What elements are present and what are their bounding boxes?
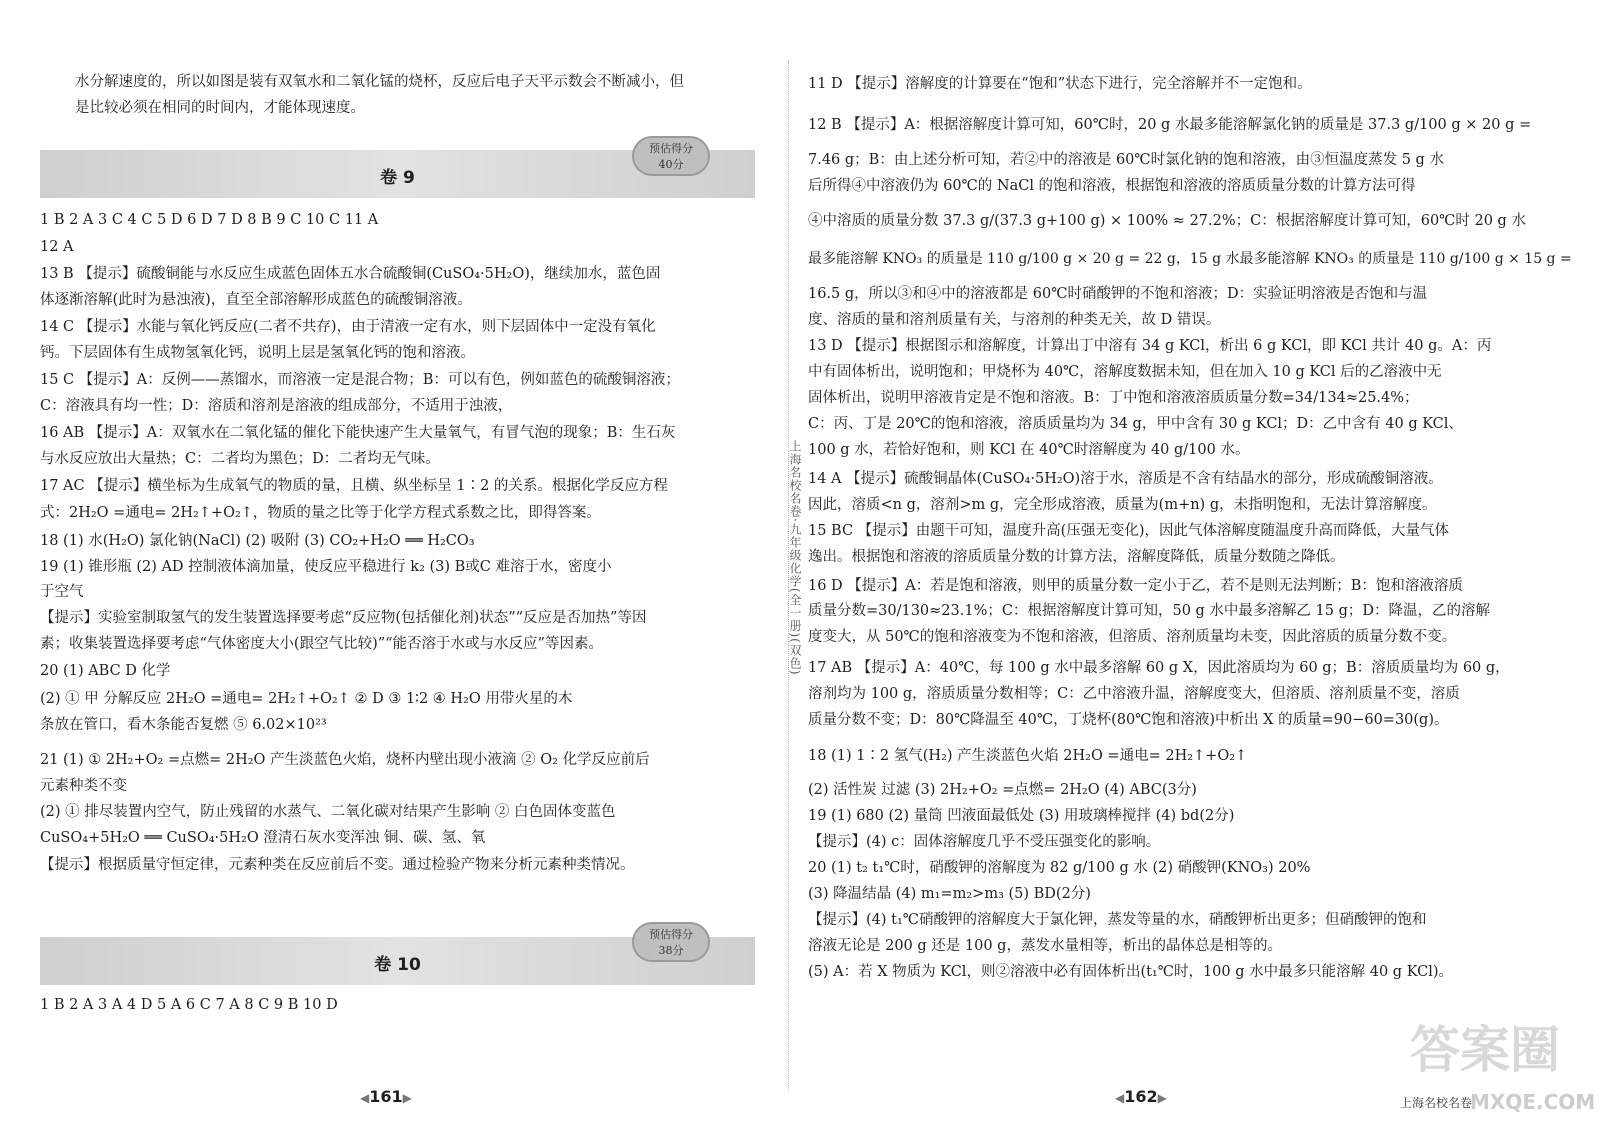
score-badge-label: 预估得分 — [649, 142, 693, 155]
text-line: 质量分数不变；D：80℃降温至 40℃，丁烧杯(80℃饱和溶液)中析出 X 的质量=90−60=30(g)。 — [808, 712, 1449, 728]
text-line: ④中溶质的质量分数 37.3 g/(37.3 g+100 g) × 100% ≈ 27.2%；C：根据溶解度计算可知，60℃时 20 g 水 — [808, 213, 1526, 229]
text-line: 水分解速度的，所以如图是装有双氧水和二氧化锰的烧杯，反应后电子天平示数会不断减小，但 — [75, 74, 684, 90]
text-line: 14 C 【提示】水能与氧化钙反应(二者不共存)，由于清液一定有水，则下层固体中一定没有氧化 — [40, 319, 656, 335]
text-line: 16 AB 【提示】A：双氧水在二氧化锰的催化下能快速产生大量氧气，有冒气泡的现象；B：生石灰 — [40, 425, 676, 441]
text-line: 后所得④中溶液仍为 60℃的 NaCl 的饱和溶液，根据饱和溶液的溶质质量分数的计算方法可得 — [808, 178, 1416, 194]
text-line: 14 A 【提示】硫酸铜晶体(CuSO₄·5H₂O)溶于水，溶质是不含有结晶水的部分，形成硫酸铜溶液。 — [808, 471, 1443, 487]
text-line: 质量分数=30/130≈23.1%；C：根据溶解度计算可知，50 g 水中最多溶解乙 15 g；D：降温，乙的溶解 — [808, 603, 1490, 619]
text-line: 17 AB 【提示】A：40℃，每 100 g 水中最多溶解 60 g X，因此溶质均为 60 g；B：溶质质量均为 60 g， — [808, 660, 1510, 676]
right-page — [790, 0, 1600, 1123]
text-line: 与水反应放出大量热；C：二者均为黑色；D：二者均无气味。 — [40, 451, 440, 467]
text-line: 18 (1) 1∶2 氢气(H₂) 产生淡蓝色火焰 2H₂O =通电= 2H₂↑+O₂↑ — [808, 748, 1248, 764]
text-line: 固体析出，说明甲溶液肯定是不饱和溶液。B：丁中饱和溶液溶质质量分数=34/134≈25.4%； — [808, 390, 1419, 406]
text-line: C：丙、丁是 20℃的饱和溶液，溶质质量均为 34 g，甲中含有 30 g KCl；D：乙中含有 40 g KCl、 — [808, 416, 1463, 432]
text-line: C：溶液具有均一性；D：溶质和溶剂是溶液的组成部分，不适用于浊液， — [40, 398, 513, 414]
text-line: 条放在管口，看木条能否复燃 ⑤ 6.02×10²³ — [40, 717, 327, 733]
spine-text: 上海名校名卷·九年级化学(全一册)(双色) — [788, 440, 802, 676]
text-line: 【提示】根据质量守恒定律，元素种类在反应前后不变。通过检验产物来分析元素种类情况。 — [40, 857, 635, 873]
text-line: 因此，溶质<n g，溶剂>m g，完全形成溶液，质量为(m+n) g，未指明饱和，无法计算溶解度。 — [808, 497, 1437, 513]
left-arrow-icon: ◀ — [360, 1091, 370, 1105]
right-arrow-icon: ▶ — [402, 1091, 412, 1105]
text-line: (2) 活性炭 过滤 (3) 2H₂+O₂ =点燃= 2H₂O (4) ABC(3分) — [808, 782, 1197, 798]
section-9-score-badge — [632, 136, 710, 176]
text-line: 19 (1) 680 (2) 量筒 凹液面最低处 (3) 用玻璃棒搅拌 (4) bd(2分) — [808, 808, 1235, 824]
text-line: 16 D 【提示】A：若是饱和溶液，则甲的质量分数一定小于乙，若不是则无法判断；B：饱和溶液溶质 — [808, 578, 1463, 594]
page-number-right: ◀162▶ — [1115, 1087, 1167, 1106]
score-badge-value: 38分 — [658, 944, 684, 957]
text-line: 100 g 水，若恰好饱和，则 KCl 在 40℃时溶解度为 40 g/100 水。 — [808, 442, 1250, 458]
text-line: 18 (1) 水(H₂O) 氯化钠(NaCl) (2) 吸附 (3) CO₂+H₂O ══ H₂CO₃ — [40, 533, 475, 549]
text-line: 逸出。根据饱和溶液的溶质质量分数的计算方法，溶解度降低，质量分数随之降低。 — [808, 549, 1345, 565]
text-line: 20 (1) ABC D 化学 — [40, 663, 171, 679]
score-badge-value: 40分 — [658, 158, 684, 171]
text-line: 是比较必须在相同的时间内，才能体现速度。 — [75, 100, 365, 116]
text-line: 13 D 【提示】根据图示和溶解度，计算出丁中溶有 34 g KCl，析出 6 g KCl，即 KCl 共计 40 g。A：丙 — [808, 338, 1492, 354]
text-line: (3) 降温结晶 (4) m₁=m₂>m₃ (5) BD(2分) — [808, 886, 1091, 902]
page-number-left: ◀161▶ — [360, 1087, 412, 1106]
text-line: 钙。下层固体有生成物氢氧化钙，说明上层是氢氧化钙的饱和溶液。 — [40, 345, 475, 361]
watermark-logo: 答案圈 — [1410, 1021, 1560, 1079]
text-line: 11 D 【提示】溶解度的计算要在“饱和”状态下进行，完全溶解并不一定饱和。 — [808, 76, 1312, 92]
footer-series: 上海名校名卷 — [1400, 1096, 1473, 1110]
text-line: CuSO₄+5H₂O ══ CuSO₄·5H₂O 澄清石灰水变浑浊 铜、碳、氢、氧 — [40, 830, 486, 846]
text-line: 溶液无论是 200 g 还是 100 g，蒸发水量相等，析出的晶体总是相等的。 — [808, 938, 1282, 954]
text-line: 中有固体析出，说明饱和；甲烧杯为 40℃，溶解度数据未知，但在加入 10 g KCl 后的乙溶液中无 — [808, 364, 1442, 380]
text-line: 【提示】(4) c：固体溶解度几乎不受压强变化的影响。 — [808, 834, 1161, 850]
right-arrow-icon: ▶ — [1157, 1091, 1167, 1105]
text-line: 体逐渐溶解(此时为悬浊液)，直至全部溶解形成蓝色的硫酸铜溶液。 — [40, 292, 472, 308]
section-9-title: 卷 9 — [380, 168, 415, 188]
text-line: 13 B 【提示】硫酸铜能与水反应生成蓝色固体五水合硫酸铜(CuSO₄·5H₂O)，继续加水，蓝色固 — [40, 266, 661, 282]
text-line: 19 (1) 锥形瓶 (2) AD 控制液体滴加量，使反应平稳进行 k₂ (3) B或C 难溶于水，密度小 — [40, 559, 612, 575]
left-page — [0, 0, 790, 1123]
left-arrow-icon: ◀ — [1115, 1091, 1125, 1105]
section-10-score-badge — [632, 922, 710, 962]
text-line: 16.5 g，所以③和④中的溶液都是 60℃时硝酸钾的不饱和溶液；D：实验证明溶液是否饱和与温 — [808, 286, 1428, 302]
text-line: 【提示】实验室制取氢气的发生装置选择要考虑“反应物(包括催化剂)状态”“反应是否加热”等因 — [40, 610, 647, 626]
text-line: 21 (1) ① 2H₂+O₂ =点燃= 2H₂O 产生淡蓝色火焰，烧杯内壁出现小液滴 ② O₂ 化学反应前后 — [40, 752, 650, 768]
text-line: 素；收集装置选择要考虑“气体密度大小(跟空气比较)”“能否溶于水或与水反应”等因素。 — [40, 636, 603, 652]
text-line: 1 B 2 A 3 A 4 D 5 A 6 C 7 A 8 C 9 B 10 D — [40, 997, 338, 1013]
text-line: (5) A：若 X 物质为 KCl，则②溶液中必有固体析出(t₁℃时，100 g 水中最多只能溶解 40 g KCl)。 — [808, 964, 1454, 980]
text-line: (2) ① 甲 分解反应 2H₂O =通电= 2H₂↑+O₂↑ ② D ③ 1∶2 ④ H₂O 用带火星的木 — [40, 691, 573, 707]
text-line: 17 AC 【提示】横坐标为生成氧气的物质的量，且横、纵坐标呈 1∶2 的关系。根据化学反应方程 — [40, 478, 668, 494]
score-badge-label: 预估得分 — [649, 928, 693, 941]
text-line: 20 (1) t₂ t₁℃时，硝酸钾的溶解度为 82 g/100 g 水 (2) 硝酸钾(KNO₃) 20% — [808, 860, 1311, 876]
text-line: 式：2H₂O =通电= 2H₂↑+O₂↑，物质的量之比等于化学方程式系数之比，即得答案。 — [40, 505, 601, 521]
text-line: 1 B 2 A 3 C 4 C 5 D 6 D 7 D 8 B 9 C 10 C 11 A — [40, 212, 379, 228]
text-line: 12 A — [40, 239, 74, 255]
section-10-title: 卷 10 — [374, 955, 421, 975]
watermark-url: MXQE.COM — [1470, 1090, 1596, 1114]
text-line: 度变大，从 50℃的饱和溶液变为不饱和溶液，但溶质、溶剂质量均未变，因此溶质的质量分数不变。 — [808, 629, 1457, 645]
text-line: 元素种类不变 — [40, 778, 127, 794]
text-line: 15 C 【提示】A：反例——蒸馏水，而溶液一定是混合物；B：可以有色，例如蓝色的硫酸铜溶液； — [40, 372, 680, 388]
text-line: 12 B 【提示】A：根据溶解度计算可知，60℃时，20 g 水最多能溶解氯化钠的质量是 37.3 g/100 g × 20 g = — [808, 117, 1532, 133]
text-line: 7.46 g；B：由上述分析可知，若②中的溶液是 60℃时氯化钠的饱和溶液，由③恒温度蒸发 5 g 水 — [808, 152, 1444, 168]
text-line: 15 BC 【提示】由题干可知，温度升高(压强无变化)，因此气体溶解度随温度升高而降低，大量气体 — [808, 523, 1449, 539]
text-line: 度、溶质的量和溶剂质量有关，与溶剂的种类无关，故 D 错误。 — [808, 312, 1221, 328]
text-line: 溶剂均为 100 g，溶质质量分数相等；C：乙中溶液升温，溶解度变大，但溶质、溶剂质量不变，溶质 — [808, 686, 1460, 702]
text-line: 于空气 — [40, 584, 84, 600]
text-line: (2) ① 排尽装置内空气，防止残留的水蒸气、二氧化碳对结果产生影响 ② 白色固体变蓝色 — [40, 804, 616, 820]
text-line: 最多能溶解 KNO₃ 的质量是 110 g/100 g × 20 g = 22 g，15 g 水最多能溶解 KNO₃ 的质量是 110 g/100 g × 15 g = — [808, 251, 1572, 267]
text-line: 【提示】(4) t₁℃硝酸钾的溶解度大于氯化钾，蒸发等量的水，硝酸钾析出更多；但硝酸钾的饱和 — [808, 912, 1427, 928]
